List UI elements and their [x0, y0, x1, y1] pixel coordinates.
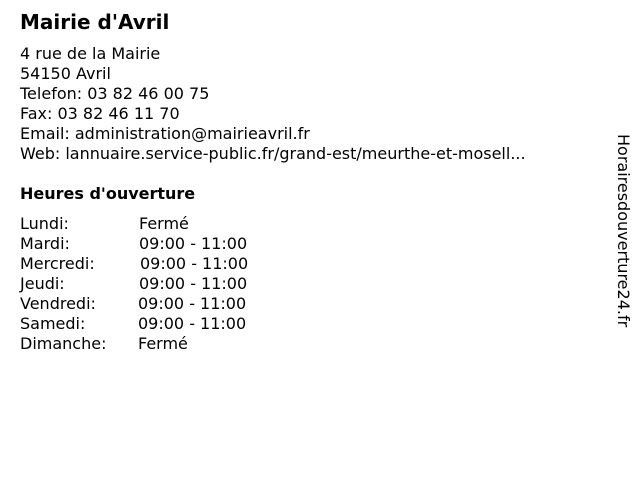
- site-watermark: Horairesdouverture24.fr: [614, 134, 633, 328]
- day-hours: 09:00 - 11:00: [139, 234, 248, 253]
- day-hours: 09:00 - 11:00: [139, 274, 248, 293]
- day-hours: Fermé: [138, 334, 188, 353]
- address-city: 54150 Avril: [20, 64, 111, 83]
- day-label: Jeudi:: [20, 274, 65, 293]
- email-address: Email: administration@mairieavril.fr: [20, 124, 310, 143]
- phone-number: Telefon: 03 82 46 00 75: [20, 84, 210, 103]
- fax-number: Fax: 03 82 46 11 70: [20, 104, 180, 123]
- address-street: 4 rue de la Mairie: [20, 44, 161, 63]
- day-label: Samedi:: [20, 314, 86, 333]
- day-label: Mercredi:: [20, 254, 95, 273]
- day-label: Mardi:: [20, 234, 70, 253]
- contact-block: [20, 44, 526, 164]
- page-title: Mairie d'Avril: [20, 10, 170, 34]
- day-hours: 09:00 - 11:00: [138, 314, 247, 333]
- day-hours: 09:00 - 11:00: [138, 294, 247, 313]
- day-label: Lundi:: [20, 214, 69, 233]
- day-label: Vendredi:: [20, 294, 96, 313]
- day-label: Dimanche:: [20, 334, 107, 353]
- day-hours: Fermé: [139, 214, 189, 233]
- day-hours: 09:00 - 11:00: [140, 254, 249, 273]
- website-url: Web: lannuaire.service-public.fr/grand-est/meurthe-et-mosell...: [20, 144, 526, 163]
- opening-hours-heading: Heures d'ouverture: [20, 184, 196, 203]
